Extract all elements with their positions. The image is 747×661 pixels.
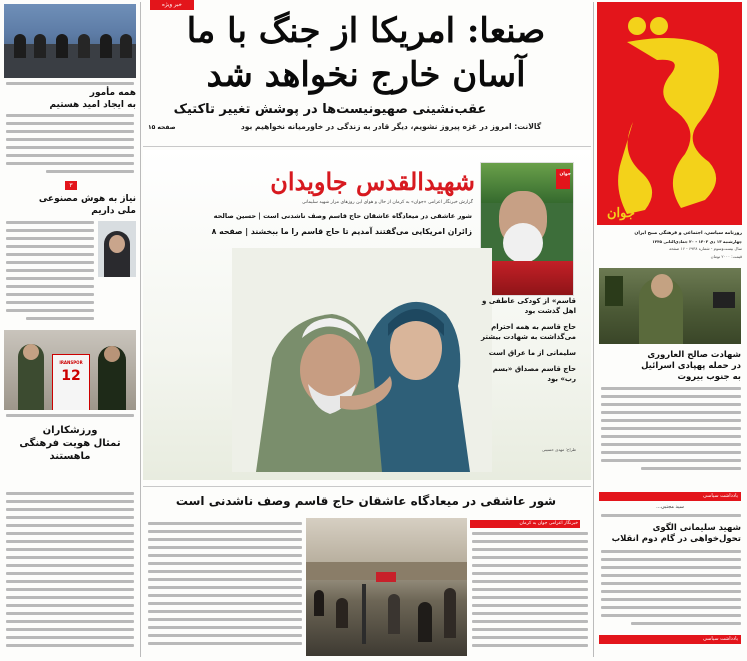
left-photo-1	[4, 4, 136, 78]
logo-calligraphy	[597, 2, 742, 225]
jersey-name: IRANSPOR	[59, 360, 83, 365]
right-h1-line2: در حمله پهپادی اسرائیل	[641, 361, 741, 371]
masthead-logo-text: جوان	[607, 206, 635, 221]
bottom-tag-label: خبرنگار اعزامی جوان به کرمان	[519, 521, 578, 526]
masthead	[597, 2, 742, 225]
bottom-photo	[306, 518, 467, 656]
lead-headline	[145, 9, 587, 97]
bottom-body-left	[148, 522, 302, 654]
feature-quote-4: حاج قاسم مصداق «بسم رب» بود	[492, 365, 576, 383]
feature-quote-1: قاسم» از کودکی عاطفی و اهل گذشت بود	[482, 297, 576, 315]
feature-title: شهید‌القدس جاویدان	[270, 167, 475, 196]
feature-quotes	[480, 296, 576, 384]
feature-quote-3: سلیمانی از ما عراق است	[488, 349, 576, 357]
left-h1-line2: به ایجاد امید هستیم	[49, 100, 136, 110]
feature-illustration	[232, 248, 492, 472]
masthead-date: چهارشنبه ۱۳ دی ۱۴۰۲ - ۲۰ جمادی‌الثانی ۱۴۴۵	[652, 238, 742, 244]
left-body-2	[6, 221, 94, 325]
bottom-tag	[470, 520, 580, 528]
left-h2-line2: ملی داریم	[91, 206, 136, 216]
feature-quote-2: حاج قاسم به همه احترام می‌گذاشت به شهادت بیشتر	[481, 323, 576, 341]
right-h2-line2: تحول‌خواهی در گام دوم انقلاب	[611, 534, 741, 544]
left-headline-2	[4, 193, 136, 217]
bottom-body-right	[472, 532, 588, 654]
left-h3-line2: تمثال هویت فرهنگی	[19, 438, 121, 449]
left-photo-3	[4, 330, 136, 410]
left-headline-3	[4, 424, 136, 463]
top-tag-label: خبر ویژه	[162, 2, 182, 8]
right-h1-line1: شهادت صالح العاروری	[647, 350, 741, 360]
lead-page-ref: صفحه ۱۵	[148, 124, 176, 131]
lead-headline-line2: آسان خارج نخواهد شد	[206, 55, 526, 95]
right-section-bar-2	[599, 635, 741, 644]
left-body-3	[6, 492, 134, 656]
illustration-art	[232, 248, 492, 472]
feature-line1: شور عاشقی در میعادگاه عاشقان حاج قاسم وصف ناشدنی است | حسین صالحه	[213, 212, 472, 220]
masthead-subtitle: روزنامه سیاسی، اجتماعی و فرهنگی صبح ایران	[634, 231, 742, 236]
right-h1-line3: به جنوب بیروت	[677, 372, 741, 382]
right-col-body-2	[601, 514, 741, 522]
left-h1-line1: همه مأمور	[89, 88, 136, 98]
left-badge	[65, 181, 77, 190]
left-headline-1	[4, 87, 136, 111]
feature-intro: گزارش خبرنگار اعزامی «جوان» به کرمان از حال و هوای این روزهای مزار شهید سلیمانی	[301, 200, 473, 205]
right-col-photo	[599, 268, 741, 344]
right-section-label-1: یادداشت سیاسی	[702, 493, 738, 499]
bottom-headline: شور عاشقی در میعادگاه عاشقان حاج قاسم وصف ناشدنی است	[175, 494, 557, 508]
left-caption-3	[6, 412, 134, 420]
right-section-bar-1	[599, 492, 741, 501]
right-col-headline-1	[599, 350, 741, 383]
right-col-headline-2	[599, 523, 741, 545]
right-col-body-1	[601, 387, 741, 485]
right-col-body-3	[601, 550, 741, 630]
masthead-issue: سال بیست‌وسوم - شماره ۶۹۳۸ - ۱۶ صفحه	[669, 246, 742, 251]
feature-line2: زائران امریکایی می‌گفتند آمدیم تا حاج قاسم را ما ببخشند | صفحه ۸	[211, 227, 472, 236]
right-section-label-2: یادداشت سیاسی	[702, 636, 738, 642]
right-author-1: سید مجتبی...	[656, 504, 684, 510]
right-h2-line1: شهید سلیمانی الگوی	[652, 523, 741, 533]
lead-kicker: گالانت: امروز در غزه پیروز نشویم، دیگر قادر به زندگی در خاورمیانه نخواهیم بود	[240, 122, 542, 131]
masthead-info	[597, 230, 742, 260]
left-h3-line3: ماهستند	[49, 451, 91, 462]
masthead-price: قیمت: ۲۰۰۰ تومان	[710, 253, 742, 259]
left-badge-num: ۳	[69, 182, 73, 189]
feature-credit: طراح: مهدی حسینی	[542, 447, 576, 452]
jersey-number: 12	[61, 368, 81, 384]
left-photo-2	[98, 221, 136, 277]
left-body-1	[6, 114, 134, 178]
lead-subhead: عقب‌نشینی صهیونیست‌ها در پوشش تغییر تاکتیک	[173, 102, 487, 117]
masthead-logo	[597, 2, 742, 225]
feature-inset-cover	[480, 162, 574, 296]
left-h2-line1: نیاز به هوش مصنوعی	[38, 194, 136, 204]
left-h3-line1: ورزشکاران	[42, 425, 98, 436]
lead-headline-line1: صنعا: امریکا از جنگ با ما	[186, 11, 546, 51]
inset-label: جوان	[559, 172, 571, 177]
